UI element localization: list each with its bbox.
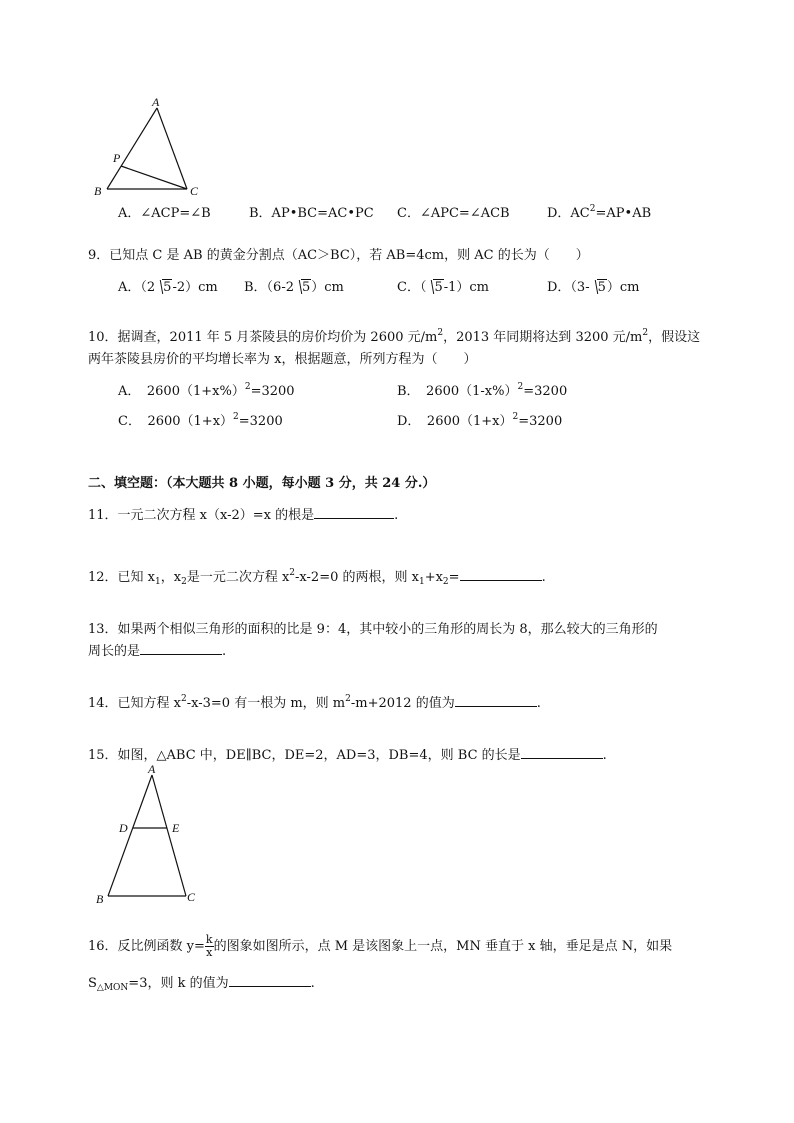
q16-den: x [206,946,213,959]
fig8-label-b: B [94,184,102,198]
q16-p1: 16．反比例函数 y= [88,939,205,954]
fig15-label-c: C [187,890,196,904]
fig8-label-p: P [113,151,121,165]
q10-d-sup: 2 [512,412,519,422]
q14 [88,692,541,711]
q16-line1 [88,934,672,959]
q14-p2: -x-3=0 有一根为 m，则 m [186,696,346,711]
q10-c-pre: C． 2600（1+x） [118,414,234,429]
q9-option-a [118,276,218,295]
q8-option-d [547,202,651,221]
q10-l1a: 10．据调查，2011 年 5 月茶陵县的房价均价为 2600 元/m [88,330,438,345]
q12 [88,566,546,585]
q9-b-pre: B．（6-2 [244,280,294,295]
triangle-figure-q15 [100,770,210,902]
q14-end: . [536,696,541,711]
q12-p4: -x-2=0 的两根，则 x [295,570,419,585]
q15-end: . [602,748,607,763]
q9-option-b [244,276,344,295]
q9-d-post: ）cm [606,280,640,295]
q10-option-b [397,380,567,399]
q10-option-a [118,380,295,399]
q8-d-pre: D．AC [547,206,590,221]
q9-c-pre: C．（ [397,280,427,295]
q12-p5: +x [424,570,443,585]
q16-p2: 的图象如图所示，点 M 是该图象上一点，MN 垂直于 x 轴，垂足是点 N，如果 [213,939,673,954]
q16-s-post: =3，则 k 的值为 [128,976,229,991]
q10-stem-line2: 两年茶陵县房价的平均增长率为 x，根据题意，所列方程为（ ） [88,352,477,367]
q16-line2 [88,972,315,991]
fig15-label-a: A [148,762,156,776]
fig15-label-e: E [172,821,180,835]
q9-option-d [547,276,639,295]
q11-text: 11．一元二次方程 x（x-2）=x 的根是 [88,508,315,523]
q9-b-rad: 5 [302,280,311,295]
q8-option-a: A．∠ACP=∠B [118,206,211,221]
q12-p3: 是一元二次方程 x [186,570,290,585]
q10-b-pre: B． 2600（1-x%） [397,384,518,399]
q9-a-pre: A．（2 [118,280,156,295]
answer-blank[interactable] [314,506,394,519]
answer-blank[interactable] [140,642,222,655]
q10-l1c: ，假设这 [648,330,701,345]
q12-end: . [541,570,546,585]
q8-d-post: =AP•AB [595,206,652,221]
q16-end: . [310,976,315,991]
q10-a-sup: 2 [244,382,251,392]
q16-s-pre: S [88,976,97,991]
q16-num: k [205,933,213,946]
q10-c-sup: 2 [233,412,239,422]
q12-p1: 12．已知 x [88,570,156,585]
q9-d-rad: 5 [597,280,606,295]
q9-stem: 9．已知点 C 是 AB 的黄金分割点（AC＞BC），若 AB=4cm，则 AC 的长为（ ） [88,248,589,263]
sqrt-symbol [155,280,172,295]
q12-p6: = [448,570,460,585]
answer-blank[interactable] [229,974,311,987]
sqrt-symbol [426,280,443,295]
q10-a-eq: =3200 [250,384,295,399]
q10-d-pre: D． 2600（1+x） [397,414,513,429]
q10-sup2: 2 [642,328,649,338]
q10-option-c [118,410,283,429]
q10-b-eq: =3200 [523,384,568,399]
q14-p3: -m+2012 的值为 [350,696,455,711]
q12-s3: 1 [418,577,425,587]
q9-a-post: -2）cm [172,280,218,295]
q14-sup1: 2 [181,694,187,704]
section2-heading: 二、填空题：（本大题共 8 小题，每小题 3 分，共 24 分.） [88,476,436,491]
q14-sup2: 2 [345,694,351,704]
q13-line2 [88,640,226,659]
fig8-label-a: A [152,95,160,109]
answer-blank[interactable] [521,746,603,759]
fig15-label-b: B [96,892,104,906]
fig15-label-d: D [119,821,128,835]
q12-s4: 2 [442,577,449,587]
q10-sup1: 2 [437,328,444,338]
q10-b-sup: 2 [517,382,524,392]
sqrt-symbol [294,280,311,295]
q15 [88,744,607,763]
q9-option-c [397,276,489,295]
q13-l2: 周长的是 [88,644,141,659]
q8-d-sup: 2 [589,204,596,214]
q13-end: . [222,644,227,659]
q10-stem-line1 [88,326,700,345]
q12-sup: 2 [289,568,296,578]
fig8-label-c: C [190,184,199,198]
q14-p1: 14．已知方程 x [88,696,182,711]
q10-l1b: ，2013 年同期将达到 3200 元/m [443,330,643,345]
q9-b-post: ）cm [311,280,344,295]
q11-end: . [394,508,399,523]
q12-p2: ，x [160,570,182,585]
q8-option-c: C．∠APC=∠ACB [397,206,510,221]
q16-s-sub: △MON [96,983,129,993]
q15-text: 15．如图，△ABC 中，DE∥BC，DE=2，AD=3，DB=4，则 BC 的长是 [88,748,521,763]
sqrt-symbol [590,280,607,295]
q11 [88,504,398,523]
q10-c-eq: =3200 [238,414,283,429]
q13-line1: 13．如果两个相似三角形的面积的比是 9：4，其中较小的三角形的周长为 8，那么较大的三角形的 [88,622,658,637]
q10-d-eq: =3200 [518,414,563,429]
q10-option-d [397,410,562,429]
fraction-k-over-x [205,934,214,959]
q9-d-pre: D．（3- [547,280,590,295]
q9-c-post: -1）cm [443,280,490,295]
q10-a-pre: A． 2600（1+x%） [118,384,245,399]
q12-s2: 2 [181,577,187,587]
q8-option-b: B．AP•BC=AC•PC [249,206,374,221]
q9-c-rad: 5 [434,280,443,295]
q9-a-rad: 5 [163,280,172,295]
q12-s1: 1 [155,577,161,587]
answer-blank[interactable] [460,568,542,581]
answer-blank[interactable] [455,694,537,707]
